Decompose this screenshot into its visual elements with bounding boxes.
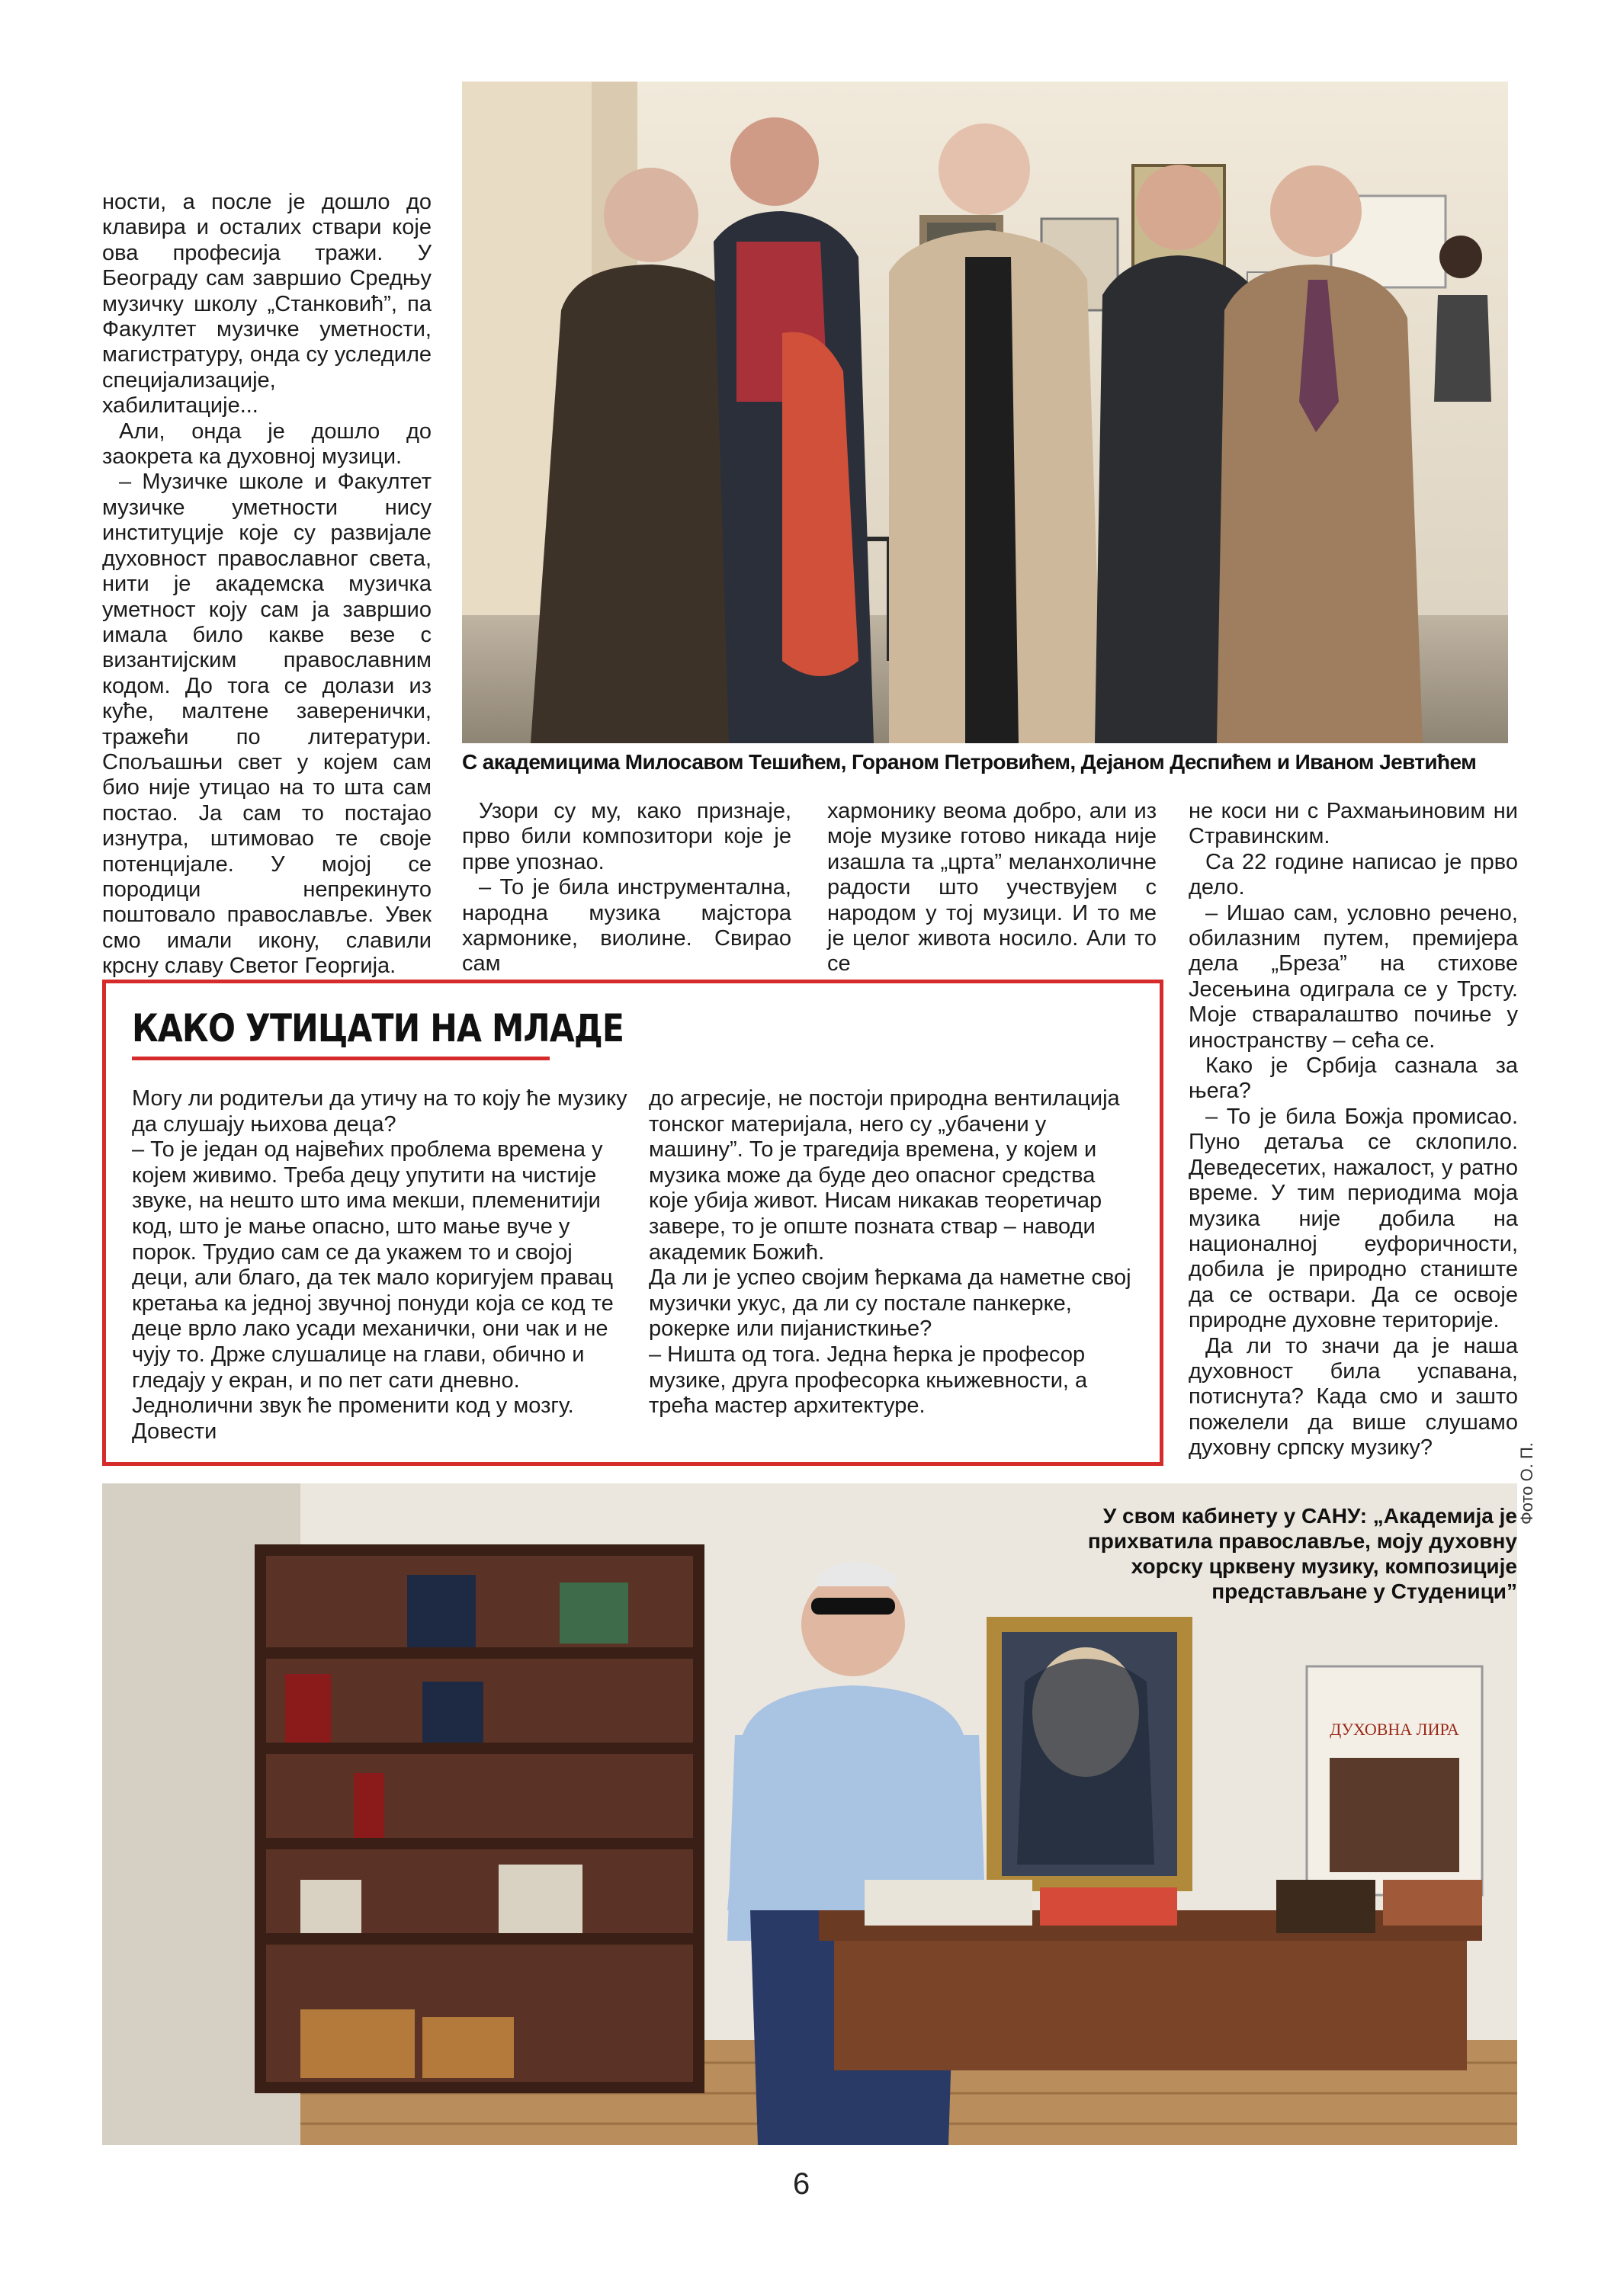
paragraph: не коси ни с Рахмањиновим ни Стравинским. — [1189, 799, 1518, 849]
group-photo-image — [462, 82, 1508, 743]
paragraph: до агресије, не постоји природна вентилација тонског материјала, него су „убачени у машину”. То је трагедија времена, у којем и музика може да буде део опасног средства које убија живот. Нисам никакав теоретичар завере, то је опште позната ствар – наводи академик Божић. — [649, 1086, 1120, 1265]
paragraph: – Ишао сам, условно речено, обилазним путем, премијера дела „Бреза” на стихове Јесењина одиграла се у Трсту. Моје стваралаштво почиње у иностранству – сећа се. — [1189, 900, 1518, 1053]
right-column — [1189, 799, 1518, 1461]
paragraph: – То је била инструментална, народна музика мајстора хармонике, виолине. Свирао сам — [462, 875, 791, 976]
middle-column-1 — [462, 799, 791, 977]
sidebar-title-underline — [132, 1057, 550, 1060]
paragraph: ности, а после је дошло до клавира и осталих ствари које ова професија тражи. У Београду сам завршио Средњу музичку школу „Станковић”, па Факултет музичке уметности, магистратуру, онда су уследиле специјализације, хабилитације... — [102, 190, 432, 418]
page-number: 6 — [793, 2167, 810, 2201]
paragraph: хармонику веома добро, али из моје музике готово никада није изашла та „црта” меланхоличне радости што учествујем с народом у тој музици. И то ме је целог живота носило. Али то се — [827, 799, 1157, 976]
paragraph: Да ли то значи да је наша духовност била успавана, потиснута? Када смо и зашто пожелели да више слушамо духовну српску музику? — [1189, 1333, 1518, 1461]
sidebar-title: КАКО УТИЦАТИ НА МЛАДЕ — [132, 1006, 624, 1050]
middle-column-2 — [827, 799, 1157, 977]
paragraph: Могу ли родитељи да утичу на то коју ће музику да слушају њихова деца? — [132, 1086, 627, 1137]
top-photo — [462, 82, 1508, 743]
paragraph: – То је била Божја промисао. Пуно детаља се склопило. Деведесетих, нажалост, у ратно време. У тим периодима моја музика није добила на националној еуфоричности, добила је природно станиште да се оствари. Да се освоје природне духовне територије. — [1189, 1104, 1518, 1333]
paragraph: Са 22 године написао је прво дело. — [1189, 849, 1518, 900]
paragraph: – То је један од највећих проблема времена у којем живимо. Треба децу упутити на чистије звуке, на нешто што има мекши, племенитији код, што је мање опасно, што мање вуче у порок. Трудио сам се да укажем то и својој деци, али благо, да тек мало коригујем правац кретања ка једној звучној понуди која се код те деце врло лако усади механички, они чак и не чују то. Држе слушалице на глави, обично и гледају у екран, и по пет сати дневно. Једнолични звук ће променити код у мозгу. Довести — [132, 1137, 614, 1444]
sidebar-column-1 — [132, 1086, 632, 1445]
photo-credit: Фото О. П. — [1517, 1442, 1536, 1525]
paragraph: Узори су му, како признаје, прво били композитори које је прве упознао. — [462, 799, 791, 874]
paragraph: Како је Србија сазнала за њега? — [1189, 1053, 1518, 1104]
left-column — [102, 190, 432, 980]
paragraph: Али, онда је дошло до заокрета ка духовној музици. — [102, 418, 432, 470]
bottom-photo-caption: У свом кабинету у САНУ: „Академија је прихватила православље, моју духовну хорску црквену музику, композиције представљане у Студеници” — [1087, 1504, 1517, 1603]
poster-text: ДУХОВНА ЛИРА — [1330, 1720, 1459, 1739]
top-photo-caption: С академицима Милосавом Тешићем, Гораном Петровићем, Дејаном Деспићем и Иваном Јевтићем — [462, 750, 1477, 774]
sidebar-column-2 — [649, 1086, 1137, 1419]
paragraph: – Музичке школе и Факултет музичке уметности нису институције које су развијале духовност православног света, нити је академска музичка уметност коју сам ја завршио имала било какве везе с византијским православним кодом. До тога се долази из куће, малтене заверенички, тражећи по литератури. Спољашњи свет у којем сам био није утицао на то шта сам постао. Ја сам то постајао изнутра, штимовао те своје потенцијале. У мојој се породици непрекинуто поштовало православље. Увек смо имали икону, славили крсну славу Светог Георгија. — [102, 470, 432, 979]
paragraph: – Ништа од тога. Једна ћерка је професор музике, друга професорка књижевности, а трећа мастер архитектуре. — [649, 1342, 1088, 1419]
paragraph: Да ли је успео својим ћеркама да наметне свој музички укус, да ли су постале панкерке, рокерке или пијанисткиње? — [649, 1265, 1131, 1342]
sidebar-box — [102, 980, 1163, 1466]
